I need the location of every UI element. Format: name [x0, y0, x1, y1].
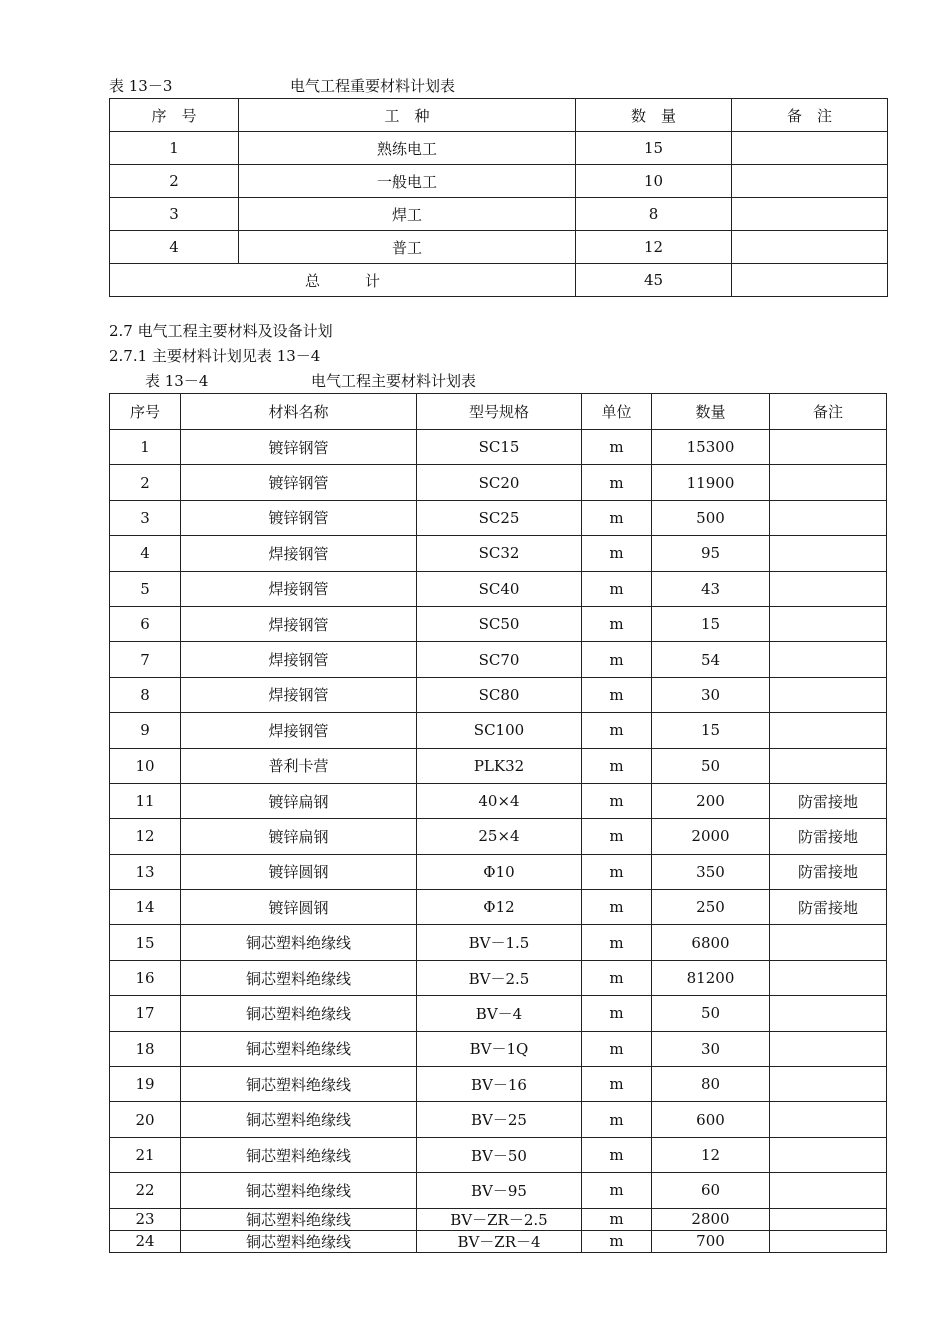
- table-cell: [770, 748, 887, 783]
- table-cell: 镀锌钢管: [181, 430, 417, 465]
- table-row: [110, 890, 887, 925]
- table-cell: 500: [652, 500, 770, 535]
- table-cell: 防雷接地: [770, 854, 887, 889]
- table-cell: 15300: [652, 430, 770, 465]
- table-cell: [770, 642, 887, 677]
- table-cell: 防雷接地: [770, 783, 887, 818]
- table-cell: 600: [652, 1102, 770, 1137]
- table-cell: 镀锌扁钢: [181, 819, 417, 854]
- table-cell: 焊接钢管: [181, 571, 417, 606]
- table-cell: [770, 996, 887, 1031]
- table-cell: BV－16: [417, 1067, 582, 1102]
- table-cell: PLK32: [417, 748, 582, 783]
- table-cell: [770, 571, 887, 606]
- table-cell: m: [582, 854, 652, 889]
- table-cell: Φ10: [417, 854, 582, 889]
- table-row: [110, 642, 887, 677]
- table-cell: m: [582, 748, 652, 783]
- table-cell: BV－1.5: [417, 925, 582, 960]
- table-cell: 铜芯塑料绝缘线: [181, 996, 417, 1031]
- table-cell: 14: [110, 890, 181, 925]
- table-cell: SC32: [417, 536, 582, 571]
- table-cell: m: [582, 713, 652, 748]
- table-cell: [770, 1230, 887, 1252]
- table-row: [110, 165, 888, 198]
- table-cell: [770, 465, 887, 500]
- table-cell: [770, 713, 887, 748]
- table-cell: 7: [110, 642, 181, 677]
- table-row: [110, 1230, 887, 1252]
- table-cell: 2000: [652, 819, 770, 854]
- table-row: [110, 430, 887, 465]
- table-cell: m: [582, 1173, 652, 1208]
- header-cell: 型号规格: [417, 394, 582, 430]
- table-row: [110, 231, 888, 264]
- table-cell: 防雷接地: [770, 819, 887, 854]
- table-row: [110, 198, 888, 231]
- table-cell: 铜芯塑料绝缘线: [181, 1230, 417, 1252]
- table-cell: 8: [576, 198, 732, 231]
- section-subheading: 2.7.1 主要材料计划见表 13－4: [109, 347, 321, 365]
- table-cell: BV－95: [417, 1173, 582, 1208]
- table-cell: 13: [110, 854, 181, 889]
- table-row: [110, 854, 887, 889]
- table-cell: [732, 198, 888, 231]
- table-cell: [732, 231, 888, 264]
- table-cell: [732, 132, 888, 165]
- table-row: [110, 819, 887, 854]
- table-cell: 一般电工: [239, 165, 576, 198]
- table-cell: BV－ZR－2.5: [417, 1208, 582, 1230]
- table-cell: 6: [110, 606, 181, 641]
- table-row: [110, 500, 887, 535]
- table-cell: 焊接钢管: [181, 606, 417, 641]
- table-cell: m: [582, 1208, 652, 1230]
- table-cell: 2: [110, 165, 239, 198]
- table-cell: SC40: [417, 571, 582, 606]
- table-cell: BV－2.5: [417, 960, 582, 995]
- table-cell: 焊接钢管: [181, 713, 417, 748]
- table-cell: m: [582, 1137, 652, 1172]
- table-cell: 铜芯塑料绝缘线: [181, 1137, 417, 1172]
- total-note: [732, 264, 888, 297]
- total-row: [110, 264, 888, 297]
- table-row: [110, 571, 887, 606]
- table-cell: 15: [652, 606, 770, 641]
- table-cell: m: [582, 430, 652, 465]
- table-row: [110, 1208, 887, 1230]
- table-cell: 2: [110, 465, 181, 500]
- header-cell: 序 号: [110, 99, 239, 132]
- table-cell: Φ12: [417, 890, 582, 925]
- table-cell: m: [582, 1102, 652, 1137]
- table-cell: [770, 536, 887, 571]
- table-cell: 60: [652, 1173, 770, 1208]
- table-cell: 250: [652, 890, 770, 925]
- table-cell: 17: [110, 996, 181, 1031]
- table-cell: [770, 960, 887, 995]
- table-cell: 镀锌钢管: [181, 500, 417, 535]
- table-cell: 15: [652, 713, 770, 748]
- table-row: [110, 132, 888, 165]
- table-cell: m: [582, 536, 652, 571]
- table-row: [110, 1067, 887, 1102]
- table-cell: 20: [110, 1102, 181, 1137]
- table-cell: 铜芯塑料绝缘线: [181, 925, 417, 960]
- table-cell: 50: [652, 996, 770, 1031]
- table-header-row: [110, 394, 887, 430]
- table-cell: 24: [110, 1230, 181, 1252]
- table-cell: 8: [110, 677, 181, 712]
- table-cell: [732, 165, 888, 198]
- header-cell: 材料名称: [181, 394, 417, 430]
- table-cell: 15: [576, 132, 732, 165]
- table-cell: 普利卡营: [181, 748, 417, 783]
- table-row: [110, 713, 887, 748]
- table-row: [110, 925, 887, 960]
- table-cell: m: [582, 925, 652, 960]
- table-cell: 12: [576, 231, 732, 264]
- table-cell: 3: [110, 198, 239, 231]
- table-cell: BV－25: [417, 1102, 582, 1137]
- table-row: [110, 677, 887, 712]
- table-cell: 11900: [652, 465, 770, 500]
- table-cell: [770, 1067, 887, 1102]
- table-cell: m: [582, 890, 652, 925]
- table-cell: 22: [110, 1173, 181, 1208]
- table-cell: SC100: [417, 713, 582, 748]
- header-cell: 单位: [582, 394, 652, 430]
- table-cell: [770, 925, 887, 960]
- table-cell: 12: [110, 819, 181, 854]
- table-cell: m: [582, 606, 652, 641]
- table-cell: 10: [110, 748, 181, 783]
- table-cell: SC50: [417, 606, 582, 641]
- table-row: [110, 996, 887, 1031]
- table-cell: 6800: [652, 925, 770, 960]
- table-cell: SC15: [417, 430, 582, 465]
- table-cell: m: [582, 642, 652, 677]
- total-value: 45: [576, 264, 732, 297]
- table-row: [110, 606, 887, 641]
- table-cell: 1: [110, 132, 239, 165]
- table-cell: 镀锌钢管: [181, 465, 417, 500]
- table-cell: SC20: [417, 465, 582, 500]
- table-cell: BV－50: [417, 1137, 582, 1172]
- table-cell: 5: [110, 571, 181, 606]
- section-heading: 2.7 电气工程主要材料及设备计划: [109, 322, 333, 340]
- table-row: [110, 1031, 887, 1066]
- table-cell: 25×4: [417, 819, 582, 854]
- table-row: [110, 1173, 887, 1208]
- table-cell: [770, 500, 887, 535]
- table1-caption-number: 表 13－3: [109, 77, 173, 95]
- table-cell: 9: [110, 713, 181, 748]
- table-cell: 23: [110, 1208, 181, 1230]
- table-cell: 镀锌圆钢: [181, 854, 417, 889]
- table-cell: [770, 1137, 887, 1172]
- table-cell: 焊接钢管: [181, 677, 417, 712]
- table-cell: m: [582, 1230, 652, 1252]
- table-row: [110, 1102, 887, 1137]
- table-cell: 3: [110, 500, 181, 535]
- table-cell: m: [582, 996, 652, 1031]
- table-cell: m: [582, 960, 652, 995]
- table-cell: 镀锌扁钢: [181, 783, 417, 818]
- table-cell: 700: [652, 1230, 770, 1252]
- table-cell: [770, 430, 887, 465]
- table-cell: 18: [110, 1031, 181, 1066]
- table-cell: 15: [110, 925, 181, 960]
- table-cell: 81200: [652, 960, 770, 995]
- table-row: [110, 960, 887, 995]
- materials-table: [109, 393, 887, 1253]
- table-cell: [770, 677, 887, 712]
- table-cell: 350: [652, 854, 770, 889]
- table-cell: 熟练电工: [239, 132, 576, 165]
- table-cell: 21: [110, 1137, 181, 1172]
- table-cell: 10: [576, 165, 732, 198]
- header-cell: 备注: [770, 394, 887, 430]
- table-cell: [770, 606, 887, 641]
- table-cell: 16: [110, 960, 181, 995]
- table-cell: BV－1Q: [417, 1031, 582, 1066]
- table-cell: 4: [110, 536, 181, 571]
- table-row: [110, 748, 887, 783]
- header-cell: 工 种: [239, 99, 576, 132]
- table-cell: 54: [652, 642, 770, 677]
- table-cell: 4: [110, 231, 239, 264]
- table-cell: SC70: [417, 642, 582, 677]
- table-row: [110, 465, 887, 500]
- table-row: [110, 783, 887, 818]
- table-cell: [770, 1031, 887, 1066]
- table-cell: m: [582, 819, 652, 854]
- table-cell: m: [582, 500, 652, 535]
- table-cell: 19: [110, 1067, 181, 1102]
- table-cell: 铜芯塑料绝缘线: [181, 1208, 417, 1230]
- table-cell: BV－ZR－4: [417, 1230, 582, 1252]
- table-cell: m: [582, 1067, 652, 1102]
- table-cell: 铜芯塑料绝缘线: [181, 1031, 417, 1066]
- table-cell: 50: [652, 748, 770, 783]
- table-cell: 2800: [652, 1208, 770, 1230]
- table-cell: 30: [652, 677, 770, 712]
- table-cell: 焊接钢管: [181, 536, 417, 571]
- header-cell: 数 量: [576, 99, 732, 132]
- table-cell: SC80: [417, 677, 582, 712]
- table-cell: [770, 1102, 887, 1137]
- table-row: [110, 536, 887, 571]
- table-cell: 200: [652, 783, 770, 818]
- table-cell: 40×4: [417, 783, 582, 818]
- table-cell: 43: [652, 571, 770, 606]
- table1-caption-title: 电气工程重要材料计划表: [290, 77, 456, 95]
- table-cell: 1: [110, 430, 181, 465]
- table-cell: 焊接钢管: [181, 642, 417, 677]
- table-cell: SC25: [417, 500, 582, 535]
- table-cell: m: [582, 571, 652, 606]
- table-cell: [770, 1173, 887, 1208]
- table-cell: 普工: [239, 231, 576, 264]
- table-cell: 焊工: [239, 198, 576, 231]
- table-cell: BV－4: [417, 996, 582, 1031]
- table-header-row: [110, 99, 888, 132]
- table-cell: 铜芯塑料绝缘线: [181, 960, 417, 995]
- header-cell: 序号: [110, 394, 181, 430]
- table-cell: 铜芯塑料绝缘线: [181, 1067, 417, 1102]
- table-cell: 防雷接地: [770, 890, 887, 925]
- table-cell: m: [582, 783, 652, 818]
- header-cell: 备 注: [732, 99, 888, 132]
- table-row: [110, 1137, 887, 1172]
- table-cell: 12: [652, 1137, 770, 1172]
- table-cell: 80: [652, 1067, 770, 1102]
- table-cell: 30: [652, 1031, 770, 1066]
- table-cell: 95: [652, 536, 770, 571]
- table-cell: 11: [110, 783, 181, 818]
- table2-caption-title: 电气工程主要材料计划表: [311, 372, 477, 390]
- table-cell: m: [582, 1031, 652, 1066]
- table-cell: m: [582, 677, 652, 712]
- table-cell: 镀锌圆钢: [181, 890, 417, 925]
- table-cell: [770, 1208, 887, 1230]
- table-cell: 铜芯塑料绝缘线: [181, 1102, 417, 1137]
- workforce-table: [109, 98, 888, 297]
- total-label: 总 计: [110, 264, 576, 297]
- table-cell: 铜芯塑料绝缘线: [181, 1173, 417, 1208]
- table2-caption-number: 表 13－4: [145, 372, 209, 390]
- header-cell: 数量: [652, 394, 770, 430]
- table-cell: m: [582, 465, 652, 500]
